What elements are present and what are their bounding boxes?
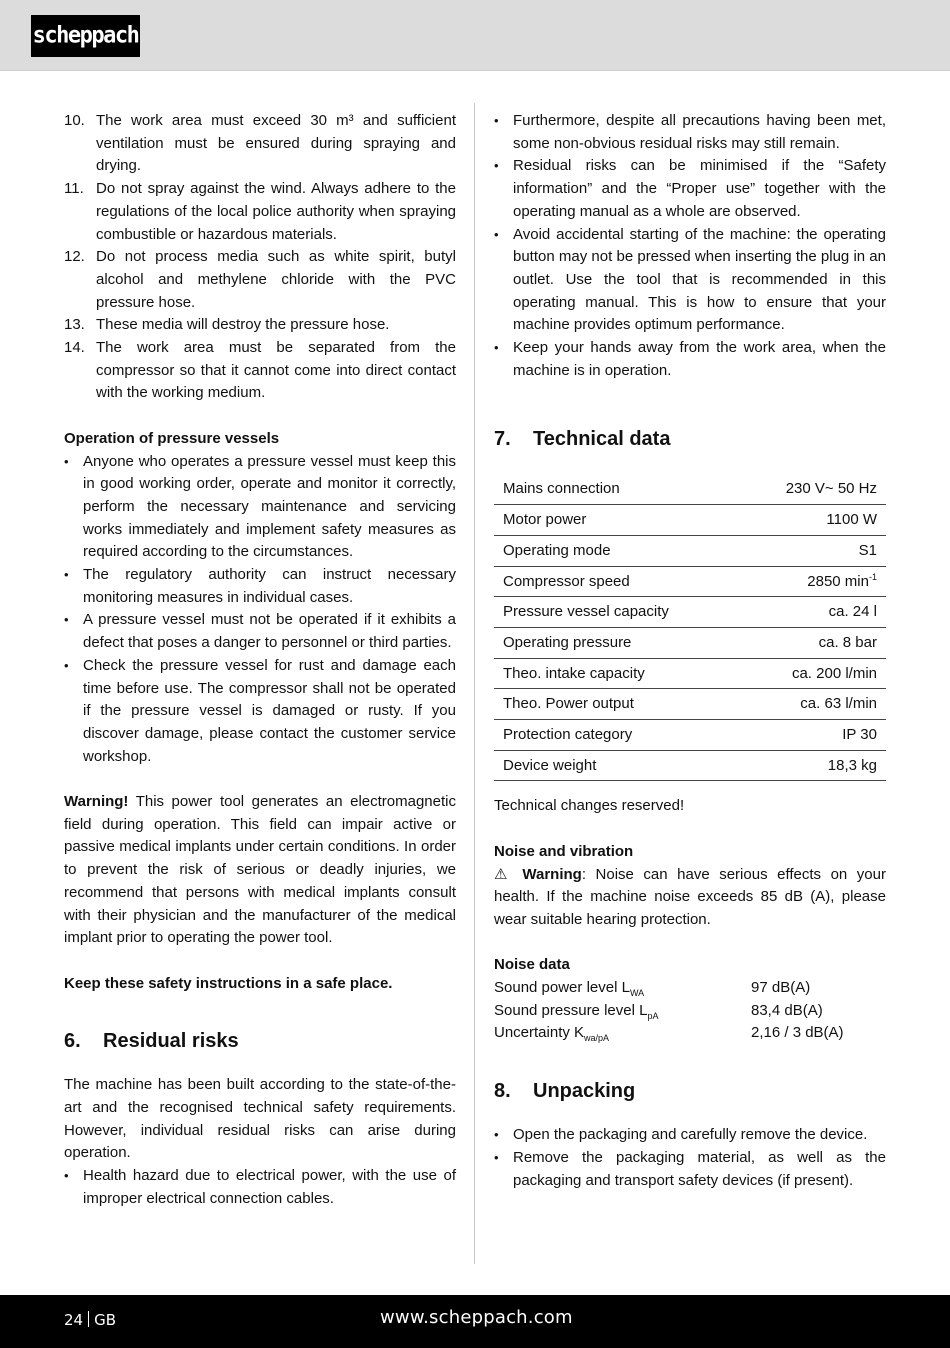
list-item: 14. The work area must be separated from the compressor so that it cannot come into direct contact with the working medium. [64,339,456,402]
bullet-icon: • [64,612,69,628]
list-item: 13. These media will destroy the pressure hose. [64,316,390,334]
noise-data-heading: Noise data [494,956,570,974]
table-row: Theo. intake capacity ca. 200 l/min [494,658,886,689]
noise-data-row: Sound power level $L_{WA}$ 97 dB(A) [494,979,811,999]
separator [88,1311,89,1327]
list-item: • Anyone who operates a pressure vessel must keep this in good working order, operate and monitor it correctly, perform the necessary maintenance and servicing works immediately and implement safety measures as required according to the circumstances. [64,452,456,561]
section-heading-residual-risks: 6. Residual risks [64,1030,239,1053]
bullet-icon: • [494,340,499,356]
noise-vibration-heading: Noise and vibration [494,842,634,860]
table-row: Pressure vessel capacity ca. 24 l [494,597,886,628]
pressure-vessels-list [64,451,456,769]
table-row: Operating mode S1 [494,535,886,566]
page-footer [0,1295,950,1348]
bullet-icon: • [494,1127,499,1143]
page-header [0,0,950,71]
warning-triangle-icon: ⚠ [494,865,513,883]
list-item: • The regulatory authority can instruct necessary monitoring measures in individual cases. [64,566,456,606]
list-item: • Remove the packaging material, as well as the packaging and transport safety devices (if present). [494,1148,886,1189]
bullet-icon: • [494,226,499,242]
bullet-icon: • [64,453,69,469]
bullet-icon: • [494,158,499,174]
table-row: Mains connection 230 V~ 50 Hz [494,474,886,504]
pressure-vessels-heading: Operation of pressure vessels [64,429,280,447]
section-heading-technical-data: 7. Technical data [494,428,671,451]
left-column [64,110,456,1211]
noise-warning-paragraph: ⚠ Warning: Noise can have serious effects on your health. If the machine noise exceeds 85 dB (A), please wear suitable hearing protection. [494,865,886,928]
bullet-icon: • [494,113,499,128]
column-divider [474,103,475,1264]
page-number: 24 GB [64,1311,117,1329]
safety-numbered-list [64,110,456,405]
list-item: 10. The work area must exceed 30 m³ and sufficient ventilation must be ensured during spraying and drying. [64,112,456,175]
list-item: • Residual risks can be minimised if the “Safety information” and the “Proper use” together with the operating manual as a whole are observed. [494,157,886,220]
list-item: • Check the pressure vessel for rust and damage each time before use. The compressor shall not be operated if the pressure vessel is damaged or rusty. If you discover damage, please contact the customer service workshop. [64,656,456,765]
scheppach-logo: scheppach [31,15,140,57]
bullet-icon: • [494,1149,499,1165]
bullet-icon: • [64,1168,69,1184]
table-row: Operating pressure ca. 8 bar [494,627,886,658]
website-link[interactable]: www.scheppach.com [380,1307,573,1328]
list-item: 11. Do not spray against the wind. Always adhere to the regulations of the local police authority when spraying combustible or hazardous materials. [64,180,456,243]
bullet-icon: • [64,657,69,673]
technical-data-table [494,474,886,781]
warning-label: Warning! [64,793,129,811]
list-item: • Keep your hands away from the work area, when the machine is in operation. [494,339,886,379]
residual-risks-list [64,1165,456,1210]
section-heading-unpacking: 8. Unpacking [494,1080,636,1103]
technical-changes-note: Technical changes reserved! [494,797,685,815]
table-row: Protection category IP 30 [494,720,886,751]
keep-safe-note: Keep these safety instructions in a safe place. [64,974,393,992]
table-row: Motor power 1100 W [494,505,886,536]
bullet-icon: • [64,567,69,583]
table-row: Theo. Power output ca. 63 l/min [494,689,886,720]
residual-risks-intro: The machine has been built according to the state-of-the-art and the recognised technical safety requirements. However, individual residual risks can arise during operation. [64,1076,456,1162]
list-item: • A pressure vessel must not be operated if it exhibits a defect that poses a danger to personnel or third parties. [64,611,456,652]
list-item: 12. Do not process media such as white spirit, butyl alcohol and methylene chloride with the PVC pressure hose. [64,248,456,311]
noise-data-row: Uncertainty $K_{wa/pA}$ 2,16 / 3 dB(A) [494,1024,844,1044]
noise-data-row: Sound pressure level $L_{pA}$ 83,4 dB(A) [494,1001,823,1021]
table-row: Compressor speed 2850 $\min^{-1}$ [494,566,886,597]
residual-risks-list-continued [494,110,886,382]
emf-warning-paragraph: Warning! This power tool generates an electromagnetic field during operation. This field can impair active or passive medical implants under certain conditions. In order to prevent the risk of serious or deadly injuries, we recommend that persons with medical implants consult with their physician and the manufacturer of the medical implant prior to operating the power tool. [64,793,456,947]
unpacking-list [494,1124,886,1192]
list-item: • Avoid accidental starting of the machine: the operating button may not be pressed when inserting the plug in an outlet. Use the tool that is recommended in this operating manual. This is how to ensure that your machine provides optimum performance. [494,225,886,334]
list-item: • Furthermore, despite all precautions having been met, some non-obvious residual risks may still remain. [494,112,886,152]
table-row: Device weight 18,3 kg [494,750,886,781]
right-column [494,110,886,1192]
list-item: • Open the packaging and carefully remove the device. [494,1124,886,1147]
list-item: • Health hazard due to electrical power, with the use of improper electrical connection cables. [64,1167,456,1207]
